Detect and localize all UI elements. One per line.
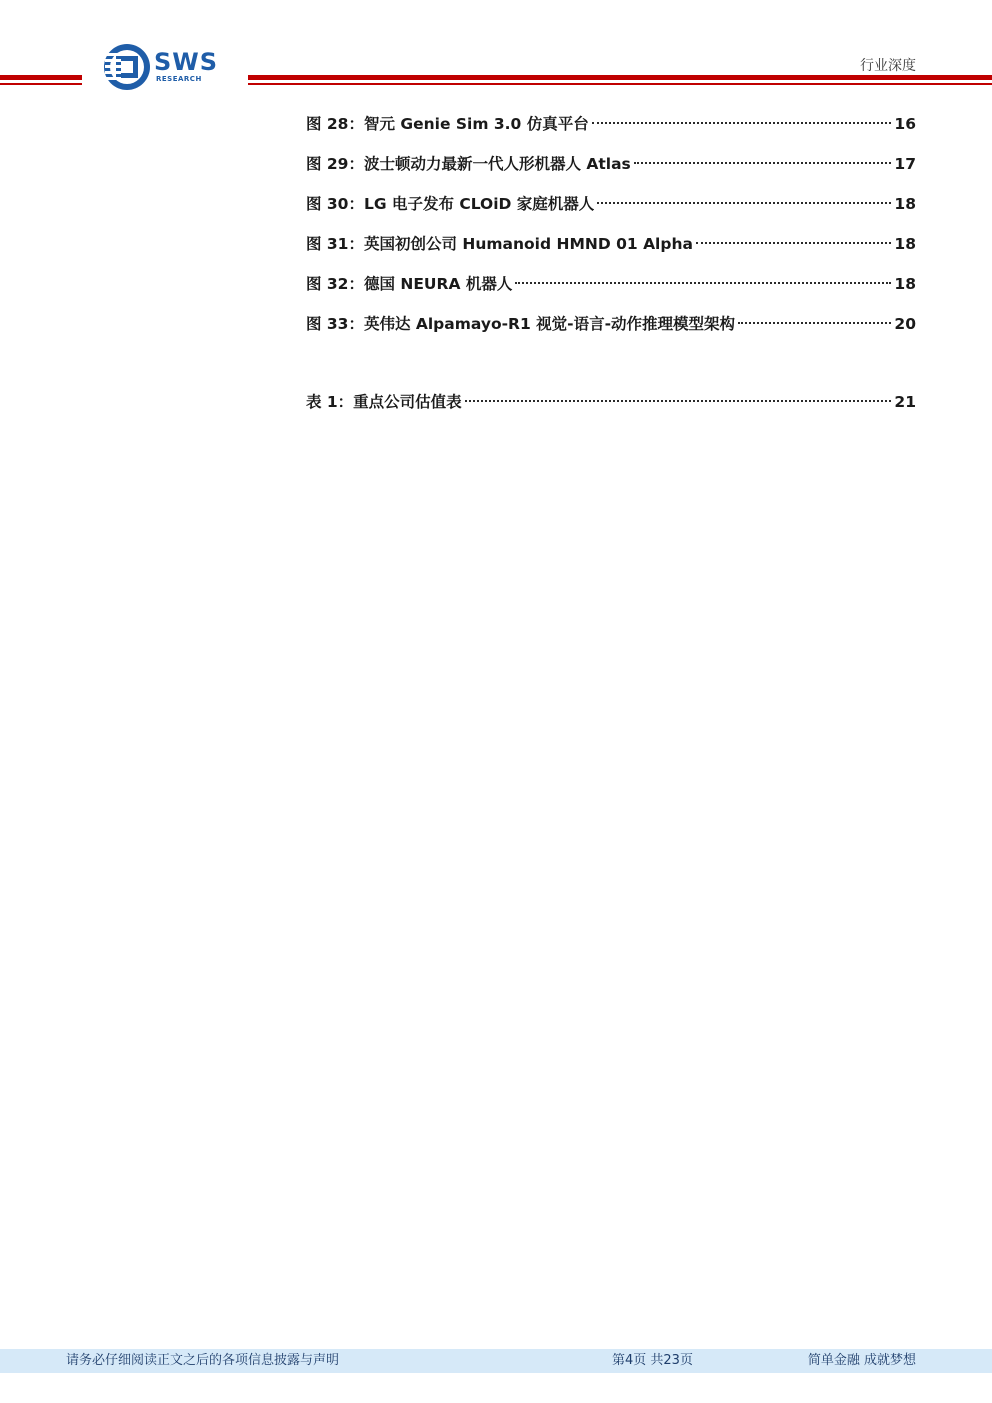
toc-entry-label: 表 1：重点公司估值表 <box>306 393 462 411</box>
toc-entry-label: 图 32：德国 NEURA 机器人 <box>306 275 513 293</box>
toc-dot-leader <box>696 242 891 244</box>
toc-entry-page: 21 <box>894 393 916 411</box>
footer-disclaimer: 请务必仔细阅读正文之后的各项信息披露与声明 <box>66 1353 340 1368</box>
toc-entry-page: 18 <box>894 235 916 253</box>
toc-dot-leader <box>634 162 892 164</box>
footer-slogan: 简单金融 成就梦想 <box>807 1353 916 1368</box>
header-rule-left <box>0 75 82 87</box>
toc-dot-leader <box>515 282 891 284</box>
toc-entry-table-1[interactable] <box>306 390 916 430</box>
sws-logo-icon <box>102 42 152 92</box>
toc-entry-figure-33[interactable] <box>306 312 916 352</box>
page-footer <box>0 1349 992 1373</box>
toc-dot-leader <box>597 202 891 204</box>
toc-entry-label: 图 31：英国初创公司 Humanoid HMND 01 Alpha <box>306 235 693 253</box>
logo-wordmark: SWS <box>154 48 219 76</box>
toc-entry-figure-28[interactable] <box>306 112 916 152</box>
toc-entry-figure-30[interactable] <box>306 192 916 232</box>
toc-entry-page: 18 <box>894 275 916 293</box>
toc-entry-page: 18 <box>894 195 916 213</box>
toc-entry-page: 16 <box>894 115 916 133</box>
toc-dot-leader <box>738 322 891 324</box>
report-category: 行业深度 <box>860 58 916 74</box>
toc-entry-page: 20 <box>894 315 916 333</box>
toc-entry-label: 图 28：智元 Genie Sim 3.0 仿真平台 <box>306 115 589 133</box>
toc-entry-label: 图 33：英伟达 Alpamayo-R1 视觉-语言-动作推理模型架构 <box>306 315 736 333</box>
toc-entry-label: 图 30：LG 电子发布 CLOiD 家庭机器人 <box>306 195 595 213</box>
footer-page-number: 第4页 共23页 <box>612 1353 693 1368</box>
page-header <box>0 0 992 100</box>
header-rule-right <box>248 75 992 87</box>
toc-entry-page: 17 <box>894 155 916 173</box>
toc-entry-figure-29[interactable] <box>306 152 916 192</box>
sws-logo <box>102 42 232 92</box>
toc-entry-figure-32[interactable] <box>306 272 916 312</box>
logo-subtext: RESEARCH <box>156 75 202 83</box>
table-of-figures <box>306 112 916 430</box>
toc-section-gap <box>306 352 916 390</box>
toc-dot-leader <box>465 400 892 402</box>
toc-entry-label: 图 29：波士顿动力最新一代人形机器人 Atlas <box>306 155 631 173</box>
toc-entry-figure-31[interactable] <box>306 232 916 272</box>
toc-dot-leader <box>592 122 892 124</box>
